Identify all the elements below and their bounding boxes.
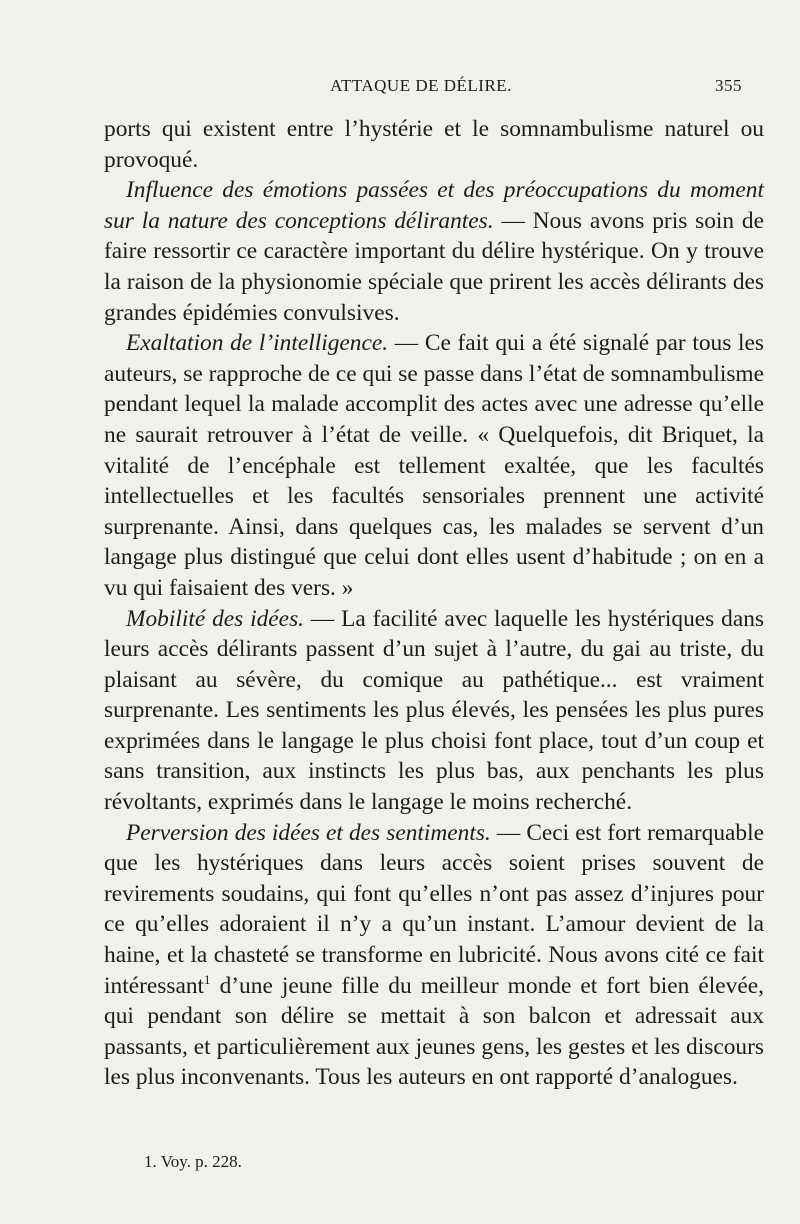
paragraph-body: ports qui existent entre l’hystérie et le somnambulisme naturel ou provoqué. bbox=[104, 116, 764, 173]
paragraph-heading: Exaltation de l’intelligence. bbox=[126, 330, 389, 357]
running-title: ATTAQUE DE DÉLIRE. bbox=[330, 76, 512, 95]
footnote: 1. Voy. p. 228. bbox=[144, 1152, 242, 1171]
running-head bbox=[100, 76, 742, 100]
page-number: 355 bbox=[715, 76, 742, 95]
paragraph-body: — Ce fait qui a été signalé par tous les auteurs, se rapproche de ce qui se passe dans l’état de somnambulisme pendant lequel la malade accomplit des actes avec une adresse qu’elle ne saurait retrouver à l’état de veille. « Quelquefois, dit Briquet, la vitalité de l’encéphale est tellement exaltée, que les facultés intellectuelles et les facultés sensoriales prennent une activité surprenante. Ainsi, dans quelques cas, les malades se servent d’un langage plus distingué que celui dont elles usent d’habitude ; on en a vu qui faisaient des vers. » bbox=[104, 330, 764, 601]
footnote-reference[interactable]: 1 bbox=[204, 971, 211, 987]
paragraph-influence bbox=[104, 175, 764, 328]
paragraph-mobilite bbox=[104, 604, 764, 818]
paragraph-exaltation bbox=[104, 328, 764, 603]
paragraph-heading: Perversion des idées et des sentiments. bbox=[126, 819, 491, 846]
paragraph-body: — Ceci est fort remarquable que les hystériques dans leurs accès soient prises souvent de revirements soudains, qui font qu’elles n’ont pas assez d’injures pour ce qu’elles adoraient il n’y a qu’un instant. L’amour devient de la haine, et la chasteté se transforme en lubricité. Nous avons cité ce fait intéressant bbox=[104, 819, 764, 999]
body-text bbox=[104, 114, 764, 1093]
paragraph-body: — Nous avons pris soin de faire ressortir ce caractère important du délire hystérique. On y trouve la raison de la physionomie spéciale que prirent les accès délirants des grandes épidémies convulsives. bbox=[104, 207, 764, 326]
paragraph-perversion bbox=[104, 818, 764, 1093]
paragraph-heading: Influence des émotions passées et des préoccupations du moment sur la nature des conceptions délirantes. bbox=[104, 177, 764, 234]
paragraph-body: — La facilité avec laquelle les hystériques dans leurs accès délirants passent d’un sujet à l’autre, du gai au triste, du plaisant au sévère, du comique au pathétique... est vraiment surprenante. Les sentiments les plus élevés, les pensées les plus pures exprimées dans le langage le plus choisi font place, tout d’un coup et sans transition, aux instincts les plus bas, aux penchants les plus révoltants, exprimés dans le langage le moins recherché. bbox=[104, 605, 764, 816]
paragraph-heading: Mobilité des idées. bbox=[126, 605, 305, 632]
paragraph-body-tail: d’une jeune fille du meilleur monde et fort bien élevée, qui pendant son délire se mettait à son balcon et adressait aux passants, et particulièrement aux jeunes gens, les gestes et les discours les plus inconvenants. Tous les auteurs en ont rapporté d’analogues. bbox=[104, 972, 764, 1091]
paragraph-continuation bbox=[104, 114, 764, 175]
